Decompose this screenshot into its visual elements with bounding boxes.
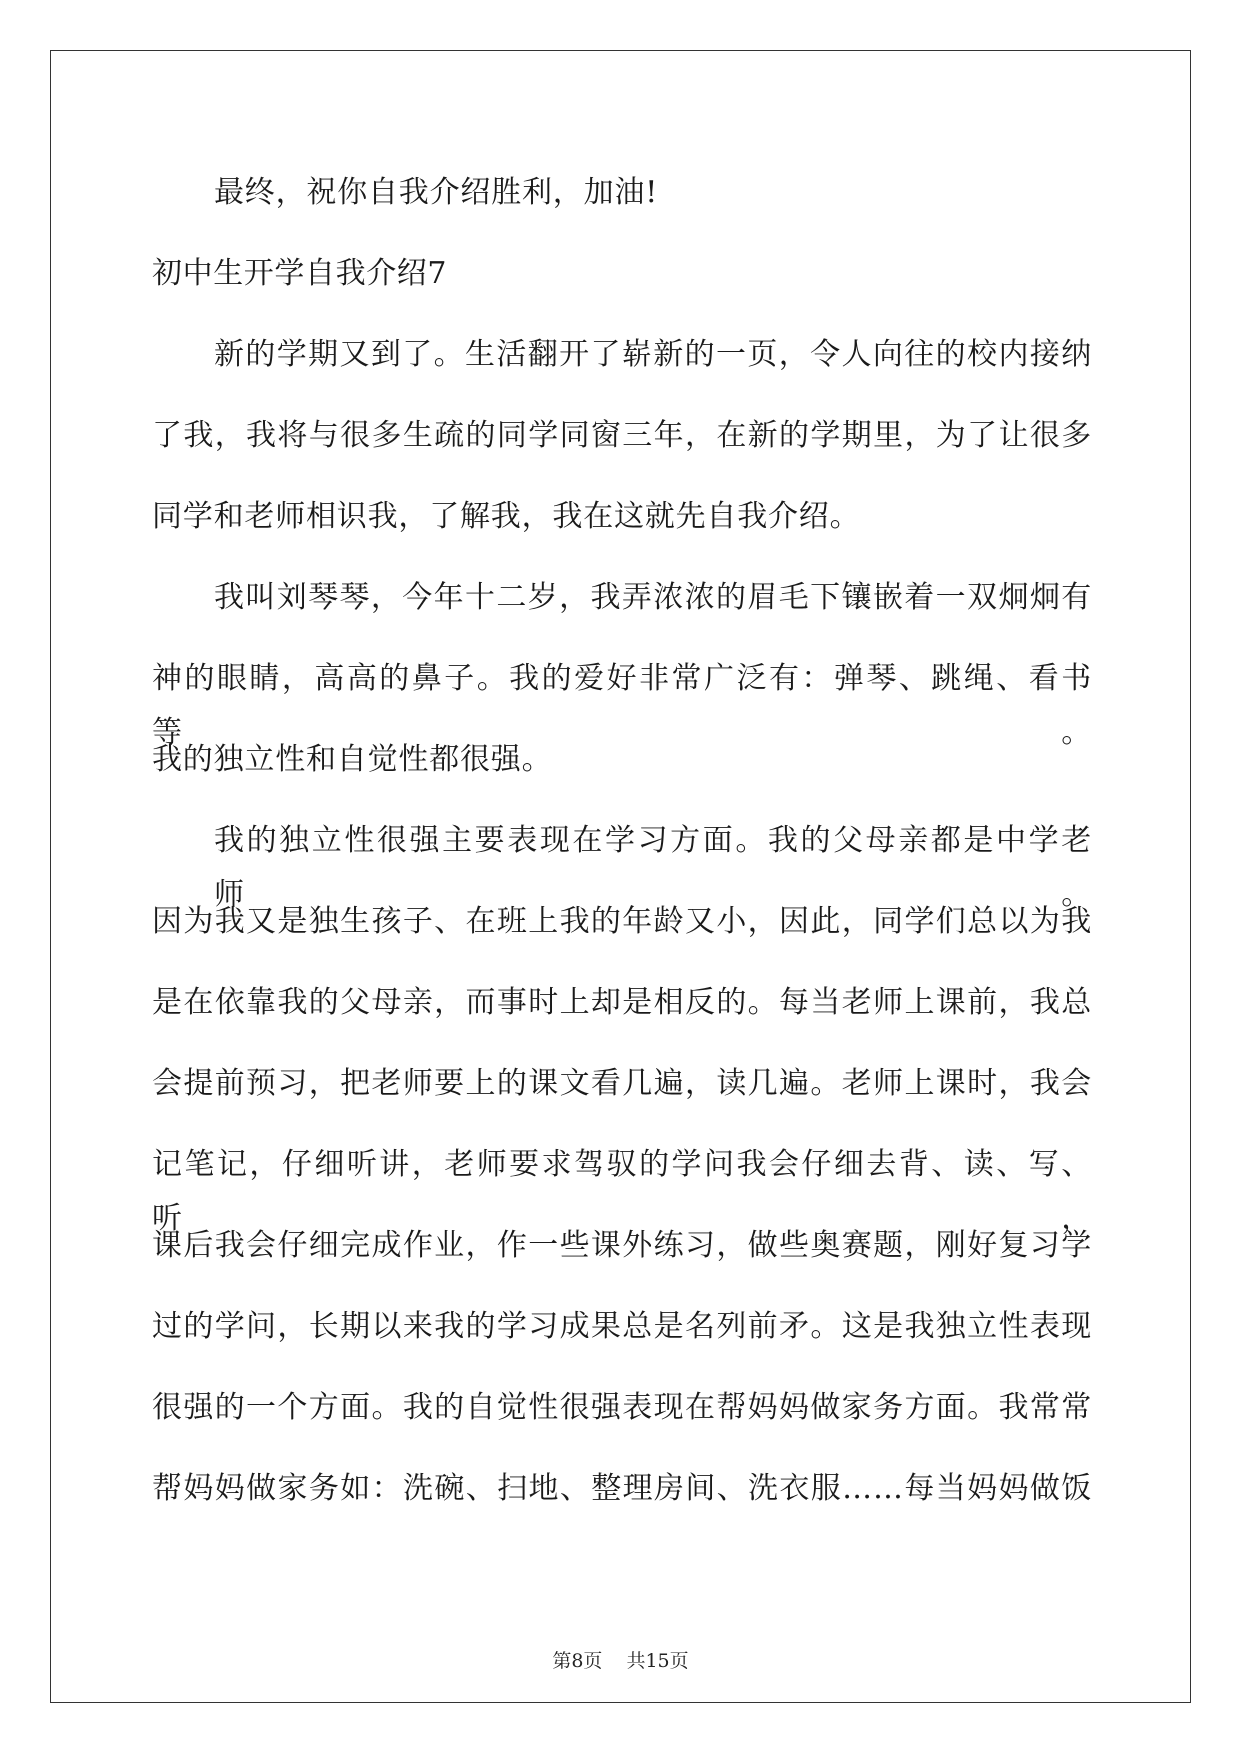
paragraph-line: 新的学期又到了。生活翻开了崭新的一页，令人向往的校内接纳 [214,337,1092,372]
paragraph-line: 我叫刘琴琴，今年十二岁，我弄浓浓的眉毛下镶嵌着一双炯炯有 [214,580,1092,615]
paragraph-line: 很强的一个方面。我的自觉性很强表现在帮妈妈做家务方面。我常常 [152,1390,1092,1425]
document-body [152,166,1092,1516]
paragraph-line: 是在依靠我的父母亲，而事时上却是相反的。每当老师上课前，我总 [152,985,1092,1020]
paragraph-line: 因为我又是独生孩子、在班上我的年龄又小，因此，同学们总以为我 [152,904,1092,939]
paragraph-line: 记笔记，仔细听讲，老师要求驾驭的学问我会仔细去背、读、写、听， [152,1147,1092,1236]
page-total: 共15页 [626,1650,689,1672]
paragraph-line: 课后我会仔细完成作业，作一些课外练习，做些奥赛题，刚好复习学 [152,1228,1092,1263]
paragraph-line: 帮妈妈做家务如：洗碗、扫地、整理房间、洗衣服……每当妈妈做饭 [152,1471,1092,1506]
paragraph-line: 我的独立性和自觉性都很强。 [152,742,553,777]
paragraph-line: 我的独立性很强主要表现在学习方面。我的父母亲都是中学老师。 [214,823,1092,912]
page-footer [0,1646,1241,1673]
paragraph-line: 会提前预习，把老师要上的课文看几遍，读几遍。老师上课时，我会 [152,1066,1092,1101]
paragraph-line: 了我，我将与很多生疏的同学同窗三年，在新的学期里，为了让很多 [152,418,1092,453]
paragraph-line: 过的学问，长期以来我的学习成果总是名列前矛。这是我独立性表现 [152,1309,1092,1344]
page-number: 第8页 [552,1650,603,1672]
closing-line: 最终，祝你自我介绍胜利，加油! [214,175,659,210]
paragraph-line: 神的眼睛，高高的鼻子。我的爱好非常广泛有：弹琴、跳绳、看书等。 [152,661,1092,750]
section-heading: 初中生开学自我介绍7 [152,256,448,291]
paragraph-line: 同学和老师相识我，了解我，我在这就先自我介绍。 [152,499,861,534]
